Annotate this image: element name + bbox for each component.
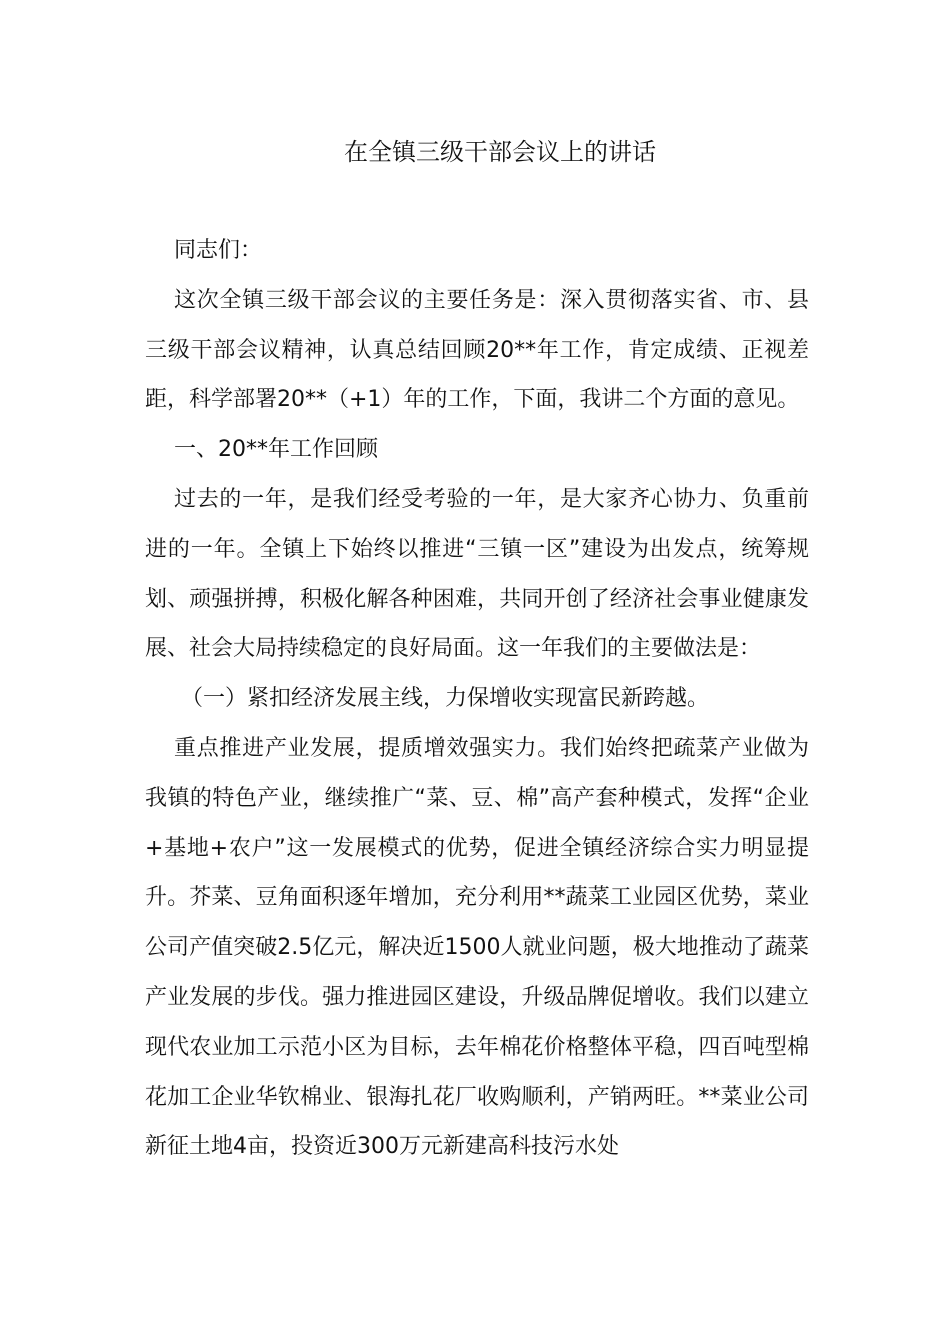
document-body	[145, 226, 809, 1172]
intro-paragraph: 这次全镇三级干部会议的主要任务是：深入贯彻落实省、市、县三级干部会议精神，认真总结回顾20**年工作，肯定成绩、正视差距，科学部署20**（+1）年的工作，下面，我讲二个方面的意见。	[145, 287, 809, 413]
industry-paragraph: 重点推进产业发展，提质增效强实力。我们始终把疏菜产业做为我镇的特色产业，继续推广“菜、豆、棉”高产套种模式，发挥“企业+基地+农户”这一发展模式的优势，促进全镇经济综合实力明显提升。芥菜、豆角面积逐年增加，充分利用**蔬菜工业园区优势，菜业公司产值突破2.5亿元，解决近1500人就业问题，极大地推动了蔬菜产业发展的步伐。强力推进园区建设，升级品牌促增收。我们以建立现代农业加工示范小区为目标，去年棉花价格整体平稳，四百吨型棉花加工企业华钦棉业、银海扎花厂收购顺利，产销两旺。**菜业公司新征土地4亩，投资近300万元新建高科技污水处	[145, 735, 809, 1160]
subsection-heading: （一）紧扣经济发展主线，力保增收实现富民新跨越。	[181, 686, 710, 712]
review-paragraph: 过去的一年，是我们经受考验的一年，是大家齐心协力、负重前进的一年。全镇上下始终以推进“三镇一区”建设为出发点，统筹规划、顽强拼搏，积极化解各种困难，共同开创了经济社会事业健康发展、社会大局持续稳定的良好局面。这一年我们的主要做法是：	[145, 486, 809, 662]
document-title: 在全镇三级干部会议上的讲话	[344, 138, 656, 166]
section-heading: 一、20**年工作回顾	[174, 437, 378, 463]
salutation-paragraph: 同志们：	[174, 238, 263, 263]
